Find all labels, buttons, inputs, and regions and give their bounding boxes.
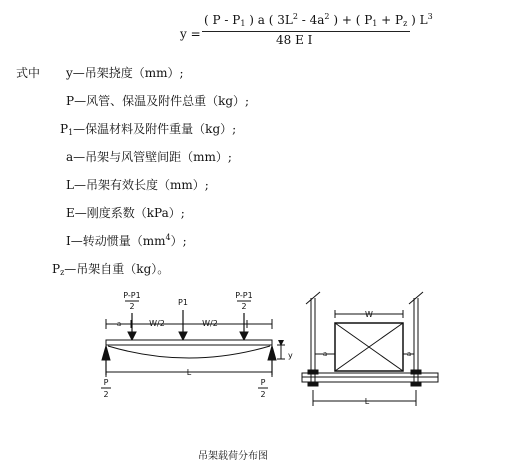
load-left-denominator: 2 xyxy=(129,302,135,311)
reaction-right-label: P xyxy=(260,378,266,387)
side-l-label: L xyxy=(364,397,370,406)
formula-lhs: y = xyxy=(180,27,201,41)
definition-e: E—刚度系数（kPa）; xyxy=(66,206,185,220)
definition-i: I—转动惯量$(mm^4)$; xyxy=(66,233,187,248)
definition-pz: $P_z—$吊架自重（kg）。 xyxy=(52,262,170,277)
deflection-curve xyxy=(108,346,270,358)
side-a-left-label: a xyxy=(322,350,328,358)
load-right-denominator: 2 xyxy=(241,302,247,311)
load-distribution-diagram xyxy=(0,280,518,445)
reaction-left-denominator: 2 xyxy=(103,390,109,399)
definition-l: L—吊架有效长度（mm）; xyxy=(66,178,209,192)
where-label: 式中 xyxy=(16,66,41,80)
formula-numerator: ( P - $P_1$ ) a ( $3L^2 - 4a^2$ ) + ( $P_1 + P_z$ ) $L^3$ xyxy=(204,12,433,28)
dim-w-label: W xyxy=(365,310,373,319)
definition-y: y—吊架挠度（mm）; xyxy=(66,66,184,80)
dim-l-label: L xyxy=(186,368,192,377)
reaction-right-denominator: 2 xyxy=(260,390,266,399)
beam xyxy=(106,340,272,345)
definition-p1: $P_1—$保温材料及附件重量（kg）; xyxy=(60,122,237,137)
figure-caption: 吊架载荷分布图 xyxy=(198,451,268,462)
dim-w2-right-label: W/2 xyxy=(202,319,218,328)
load-right-label: P-P1 xyxy=(235,291,253,300)
support-left-arrow xyxy=(102,346,110,360)
deflection-formula xyxy=(180,10,433,56)
load-mid-label: P1 xyxy=(178,298,188,307)
dim-a-label: a xyxy=(116,320,122,328)
formula-denominator: 48 E I xyxy=(276,33,313,47)
definition-p: P—风管、保温及附件总重（kg）; xyxy=(66,94,250,108)
dim-w2-left-label: W/2 xyxy=(149,319,165,328)
side-a-right-label: a xyxy=(406,350,412,358)
dim-y-label: y xyxy=(288,351,293,360)
definition-a: a—吊架与风管壁间距（mm）; xyxy=(66,150,232,164)
beam-diagram xyxy=(101,291,293,399)
support-right-arrow xyxy=(268,346,276,360)
reaction-left-label: P xyxy=(103,378,109,387)
load-left-label: P-P1 xyxy=(123,291,141,300)
hanger-section-view xyxy=(302,292,438,406)
fraction-bar xyxy=(202,31,410,32)
